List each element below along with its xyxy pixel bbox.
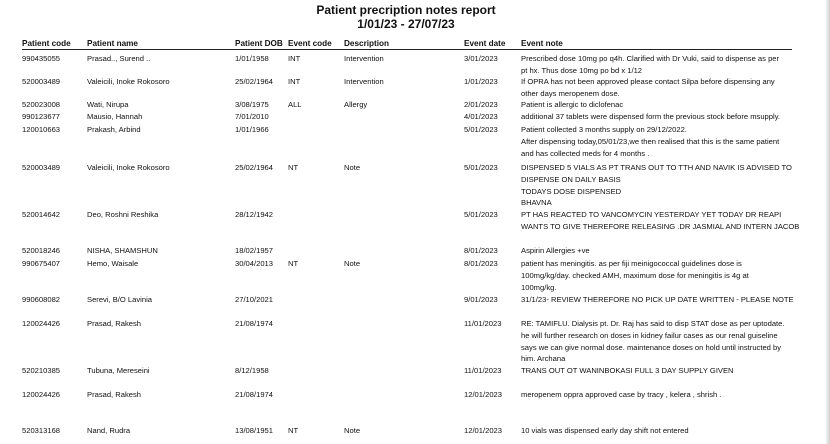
- cell-event-note: 10 vials was dispensed early day shift not entered: [521, 426, 689, 435]
- cell-patient-name: Wati, Nirupa: [87, 100, 129, 109]
- header-patient-name: Patient name: [87, 39, 138, 48]
- cell-event-date: 12/01/2023: [464, 390, 503, 399]
- cell-event-date: 3/01/2023: [464, 54, 498, 63]
- cell-event-note: RE: TAMIFLU. Dialysis pt. Dr. Raj has said to disp STAT dose as per uptodate. he will further research on doses in kidney failur cases as our renal guiseline says we can give normal dose. maintenance doses on hold until instructed by him. Archana: [521, 319, 785, 364]
- cell-patient-name: Nand, Rudra: [87, 426, 131, 435]
- cell-patient-dob: 25/02/1964: [235, 77, 274, 86]
- header-event-code: Event code: [288, 39, 332, 48]
- cell-event-code: NT: [288, 259, 299, 268]
- cell-patient-name: Hemo, Waisale: [87, 259, 139, 268]
- cell-event-note: meropenem oppra approved case by tracy , kelera , shrish .: [521, 390, 722, 399]
- cell-patient-code: 520023008: [22, 100, 61, 109]
- cell-patient-dob: 21/08/1974: [235, 319, 274, 328]
- cell-patient-code: 120024426: [22, 319, 61, 328]
- cell-description: Intervention: [344, 77, 384, 86]
- cell-patient-name: Prakash, Arbind: [87, 125, 141, 134]
- cell-event-note: 31/1/23- REVIEW THEREFORE NO PICK UP DATE WRITTEN - PLEASE NOTE: [521, 295, 794, 304]
- report-title: Patient precription notes report: [316, 3, 496, 17]
- cell-patient-name: Prasad, Rakesh: [87, 390, 142, 399]
- cell-event-date: 12/01/2023: [464, 426, 503, 435]
- header-divider: [22, 49, 792, 50]
- cell-patient-code: 520313168: [22, 426, 61, 435]
- cell-patient-dob: 8/12/1958: [235, 366, 269, 375]
- cell-event-note: TRANS OUT OT WANINBOKASI FULL 3 DAY SUPPLY GIVEN: [521, 366, 734, 375]
- cell-patient-code: 990123677: [22, 112, 61, 121]
- cell-event-note: Prescribed dose 10mg po q4h. Clarified with Dr Vuki, said to dispense as per pt hx. Thus dose 10mg po bd x 1/12: [521, 54, 780, 75]
- cell-patient-code: 520210385: [22, 366, 61, 375]
- cell-patient-code: 520003489: [22, 77, 61, 86]
- cell-patient-name: NISHA, SHAMSHUN: [87, 246, 158, 255]
- cell-patient-dob: 27/10/2021: [235, 295, 274, 304]
- cell-patient-dob: 30/04/2013: [235, 259, 274, 268]
- cell-description: Note: [344, 426, 361, 435]
- cell-event-date: 8/01/2023: [464, 246, 498, 255]
- header-description: Description: [344, 39, 390, 48]
- cell-patient-name: Deo, Roshni Reshika: [87, 210, 159, 219]
- header-patient-code: Patient code: [22, 39, 71, 48]
- cell-patient-code: 520018246: [22, 246, 61, 255]
- cell-patient-dob: 21/08/1974: [235, 390, 274, 399]
- cell-event-date: 9/01/2023: [464, 295, 498, 304]
- cell-event-date: 5/01/2023: [464, 210, 498, 219]
- cell-event-code: INT: [288, 54, 301, 63]
- cell-patient-code: 520003489: [22, 163, 61, 172]
- page-edge-shadow: [826, 0, 830, 444]
- cell-event-note: DISPENSED 5 VIALS AS PT TRANS OUT TO TTH AND NAVIK IS ADVISED TO DISPENSE ON DAILY BASIS TODAYS DOSE DISPENSED BHAVNA: [521, 163, 792, 208]
- cell-patient-name: Mausio, Hannah: [87, 112, 143, 121]
- cell-patient-name: Valeicili, Inoke Rokosoro: [87, 163, 170, 172]
- cell-event-date: 1/01/2023: [464, 77, 498, 86]
- cell-event-date: 5/01/2023: [464, 125, 498, 134]
- cell-event-date: 8/01/2023: [464, 259, 498, 268]
- cell-patient-code: 120010663: [22, 125, 61, 134]
- cell-patient-dob: 1/01/1958: [235, 54, 269, 63]
- cell-patient-code: 120024426: [22, 390, 61, 399]
- cell-patient-code: 990435055: [22, 54, 61, 63]
- cell-event-note: Aspirin Allergies +ve: [521, 246, 590, 255]
- cell-event-note: PT HAS REACTED TO VANCOMYCIN YESTERDAY YET TODAY DR REAPI WANTS TO GIVE THEREFORE RELEASING .DR JASMIAL AND INTERN JACOB: [521, 210, 800, 231]
- cell-description: Intervention: [344, 54, 384, 63]
- cell-patient-name: Prasad, Rakesh: [87, 319, 142, 328]
- cell-event-date: 4/01/2023: [464, 112, 498, 121]
- cell-patient-name: Valeicili, Inoke Rokosoro: [87, 77, 170, 86]
- cell-event-note: If OPRA has not been approved please contact Silpa before dispensing any other days meropenem dose.: [521, 77, 775, 98]
- cell-description: Note: [344, 163, 361, 172]
- cell-description: Allergy: [344, 100, 368, 109]
- cell-event-date: 2/01/2023: [464, 100, 498, 109]
- cell-event-note: Patient collected 3 months supply on 29/12/2022. After dispensing today,05/01/23,we then realised that this is the same patient and has collected meds for 4 months .: [521, 125, 780, 158]
- cell-patient-dob: 1/01/1966: [235, 125, 269, 134]
- cell-patient-code: 520014642: [22, 210, 61, 219]
- cell-patient-code: 990675407: [22, 259, 61, 268]
- cell-patient-name: Prasad.., Surend ..: [87, 54, 151, 63]
- cell-event-date: 11/01/2023: [464, 319, 502, 328]
- cell-event-code: NT: [288, 426, 299, 435]
- cell-patient-dob: 18/02/1957: [235, 246, 274, 255]
- cell-event-code: ALL: [288, 100, 302, 109]
- cell-patient-dob: 25/02/1964: [235, 163, 274, 172]
- cell-event-date: 5/01/2023: [464, 163, 498, 172]
- cell-patient-dob: 7/01/2010: [235, 112, 269, 121]
- cell-event-note: Patient is allergic to diclofenac: [521, 100, 624, 109]
- cell-patient-dob: 28/12/1942: [235, 210, 274, 219]
- header-event-date: Event date: [464, 39, 506, 48]
- header-patient-dob: Patient DOB: [235, 39, 283, 48]
- header-event-note: Event note: [521, 39, 563, 48]
- cell-patient-dob: 3/08/1975: [235, 100, 269, 109]
- cell-patient-name: Tubuna, Mereseini: [87, 366, 150, 375]
- cell-event-code: NT: [288, 163, 299, 172]
- cell-event-note: patient has meningitis. as per fiji meinigococcal guidelines dose is 100mg/kg/day. checked AMH, maximum dose for meningitis is 4g at 100mg/kg.: [521, 259, 749, 292]
- cell-patient-code: 990608082: [22, 295, 61, 304]
- cell-patient-dob: 13/08/1951: [235, 426, 274, 435]
- cell-patient-name: Serevi, B/O Lavinia: [87, 295, 152, 304]
- cell-event-date: 11/01/2023: [464, 366, 502, 375]
- cell-event-note: additional 37 tablets were dispensed form the previous stock before msupply.: [521, 112, 781, 121]
- cell-description: Note: [344, 259, 361, 268]
- cell-event-code: INT: [288, 77, 301, 86]
- report-date-range: 1/01/23 - 27/07/23: [357, 17, 455, 31]
